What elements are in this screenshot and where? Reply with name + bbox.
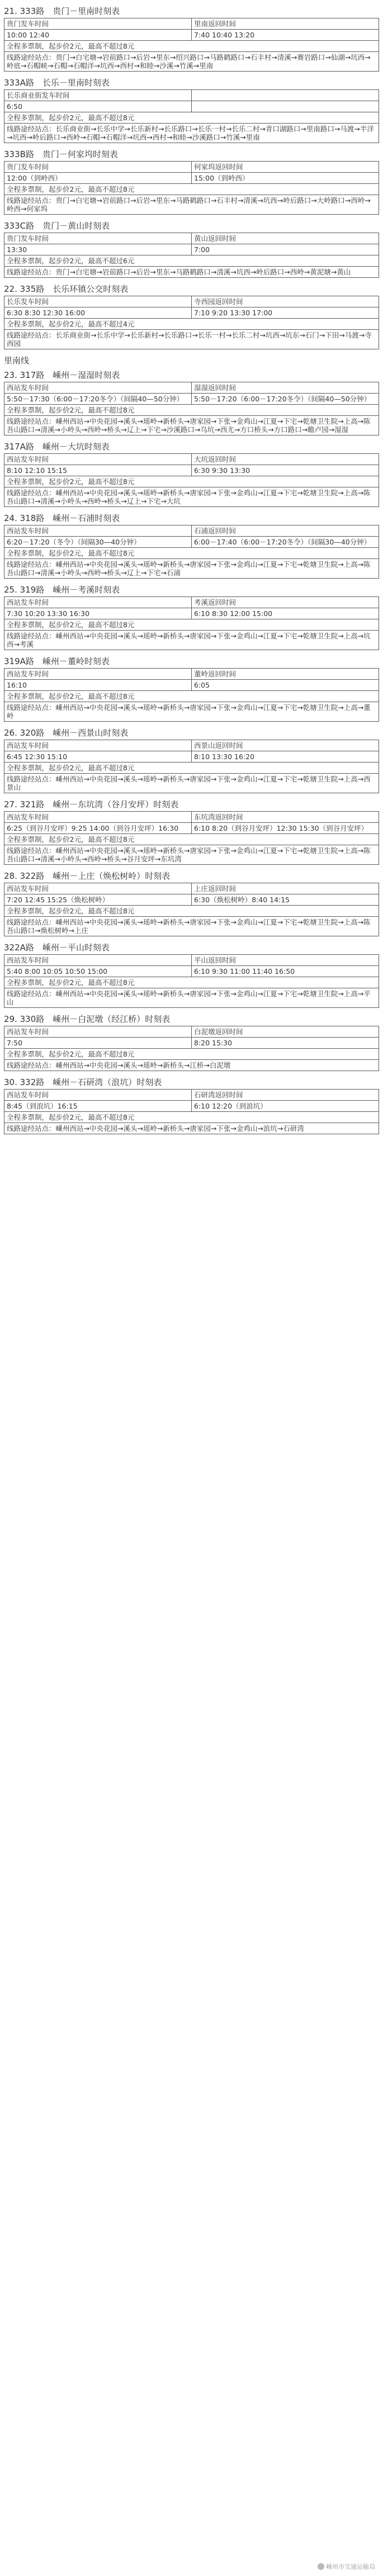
table-row-fare bbox=[4, 184, 379, 195]
route-timetable bbox=[4, 283, 379, 349]
route-timetable bbox=[4, 1077, 379, 1134]
table-row-stops bbox=[4, 195, 379, 215]
return-times: 6:10 9:30 11:00 11:40 16:50 bbox=[192, 966, 379, 977]
table-row-fare bbox=[4, 763, 379, 774]
return-header: 寺西园返回时间 bbox=[192, 296, 379, 307]
route-stops: 线路途经站点：长乐商业街→长乐中学→长乐新村→长乐路口→长乐一村→长乐二村→坑西→坑东→石门→下田→马渡→寺西园 bbox=[4, 330, 379, 349]
table-row-times bbox=[4, 30, 379, 41]
table-row-fare bbox=[4, 977, 379, 988]
table-row-times bbox=[4, 173, 379, 184]
route-stops: 线路途经站点：长乐商业街→长乐中学→长乐新村→长乐路口→长乐一村→长乐二村→青口湖路口→里南路口→马渡→半洋→坑西→岭后路口→西岭→石帽→石帽洋→坑西→西村→和睦→沙溪路口→竹溪→里南 bbox=[4, 124, 379, 143]
table-header-row bbox=[4, 740, 379, 751]
route-timetable bbox=[4, 77, 379, 143]
timetable-table bbox=[4, 1089, 379, 1134]
route-stops: 线路途经站点：嵊州西站→中央花园→溪头→瑶岭→新桥头→江桥→白泥墩 bbox=[4, 1060, 379, 1071]
route-timetable bbox=[4, 1014, 379, 1071]
return-header: 湿湿返回时间 bbox=[192, 382, 379, 394]
table-row-stops bbox=[4, 416, 379, 435]
route-title: 24. 318路 嵊州－石浦时刻表 bbox=[4, 513, 120, 523]
return-header: 东坑湾返回时间 bbox=[192, 812, 379, 823]
table-row-stops bbox=[4, 487, 379, 507]
timetable-table bbox=[4, 883, 379, 936]
route-title: 23. 317路 嵊州－湿湿时刻表 bbox=[4, 370, 120, 380]
route-stops: 线路途经站点：嵊州西站→中央花园→溪头→瑶岭→新桥头→唐家园→下张→金鸡山→江夏→下宅→乾塘卫生院→上高→坑西→考溪 bbox=[4, 631, 379, 650]
depart-header: 西站发车时间 bbox=[4, 669, 192, 680]
route-timetable bbox=[4, 6, 379, 72]
region-label: 里南线 bbox=[4, 356, 30, 366]
return-header: 考溪返回时间 bbox=[192, 597, 379, 608]
depart-times: 16:10 bbox=[4, 680, 192, 691]
route-stops: 线路途经站点：贵门→白宅塘→岩前路口→后岩→里东→马路鹤路口→清溪→坑西→岭后路口→西岭→黄泥塘→黄山 bbox=[4, 267, 379, 278]
table-header-row bbox=[4, 296, 379, 307]
table-row-fare bbox=[4, 834, 379, 845]
depart-times: 8:45（到浪坑）16:15 bbox=[4, 1101, 192, 1112]
table-row-stops bbox=[4, 267, 379, 278]
watermark-text: 嵊州市交通运输局 bbox=[326, 2563, 375, 2570]
depart-header: 西站发车时间 bbox=[4, 382, 192, 394]
return-times: 8:20 15:30 bbox=[192, 1038, 379, 1049]
route-stops: 线路途经站点：嵊州西站→中央花园→溪头→瑶岭→新桥头→唐家园→下张→金鸡山→江夏→下宅→乾塘卫生院→上高→陈吾山路口→焕松树岭→上庄 bbox=[4, 917, 379, 936]
route-stops: 线路途经站点：贵门→白宅塘→岩前路口→后岩→里东→绍兴路口→马路鹤路口→石丰村→清溪→赛岩路口→仙湖→坑西→岭底→石帽峡→石帽→石帽洋→坑西→西村→和睦→沙溪→竹溪→里南 bbox=[4, 52, 379, 72]
route-title: 22. 335路 长乐环镇公交时刻表 bbox=[4, 284, 129, 294]
timetable-table bbox=[4, 525, 379, 579]
table-row-stops bbox=[4, 774, 379, 793]
return-times: 8:10 13:30 16:20 bbox=[192, 751, 379, 763]
table-row-times bbox=[4, 1038, 379, 1049]
table-row-stops bbox=[4, 702, 379, 722]
watermark bbox=[318, 2562, 375, 2571]
table-row-stops bbox=[4, 1060, 379, 1071]
table-header-row bbox=[4, 525, 379, 537]
table-header-row bbox=[4, 233, 379, 244]
timetable-table bbox=[4, 740, 379, 793]
depart-times: 6:50 bbox=[4, 101, 192, 112]
depart-header: 西站发车时间 bbox=[4, 883, 192, 894]
timetable-table bbox=[4, 1026, 379, 1071]
depart-header: 贵门发车时间 bbox=[4, 18, 192, 30]
return-times: 6:30（焕松树岭）8:40 14:15 bbox=[192, 894, 379, 906]
fare-info: 全程多票制，起步价2元，最高不超过8元 bbox=[4, 834, 379, 845]
depart-times: 5:50－17:30（6:00－17:20冬令）（间隔40—50分钟） bbox=[4, 394, 192, 405]
return-times bbox=[192, 101, 379, 112]
table-row-stops bbox=[4, 52, 379, 72]
route-stops: 线路途经站点：贵门→白宅塘→岩前路口→后岩→里东→马路鹤路口→石丰村→清溪→坑西→岭后路口→大岭路口→西岭→岭西→何家坞 bbox=[4, 195, 379, 215]
fare-info: 全程多票制，起步价2元，最高不超过8元 bbox=[4, 691, 379, 702]
depart-times: 6:20－17:20（冬令）（间隔30—40分钟） bbox=[4, 537, 192, 548]
depart-header: 西站发车时间 bbox=[4, 597, 192, 608]
table-row-fare bbox=[4, 255, 379, 267]
route-timetable bbox=[4, 870, 379, 936]
depart-times: 7:30 10:20 13:30 16:30 bbox=[4, 608, 192, 619]
return-header: 黄山返回时间 bbox=[192, 233, 379, 244]
route-title: 28. 322路 嵊州－上庄（焕松树岭）时刻表 bbox=[4, 871, 171, 881]
return-times: 7:00 bbox=[192, 244, 379, 255]
table-row-times bbox=[4, 465, 379, 476]
route-timetable bbox=[4, 656, 379, 722]
timetable-table bbox=[4, 233, 379, 278]
route-title: 333C路 贵门－黄山时刻表 bbox=[4, 221, 110, 231]
fare-info: 全程多票制，起步价2元，最高不超过8元 bbox=[4, 476, 379, 487]
timetable-table bbox=[4, 596, 379, 650]
route-title: 319A路 嵊州－董岭时刻表 bbox=[4, 656, 110, 666]
return-header: 董岭返回时间 bbox=[192, 669, 379, 680]
route-group-changle bbox=[4, 6, 379, 349]
fare-info: 全程多票制，起步价2元，最高不超过8元 bbox=[4, 906, 379, 917]
fare-info: 全程多票制，起步价2元，最高不超过8元 bbox=[4, 112, 379, 124]
table-row-stops bbox=[4, 559, 379, 579]
return-times: 7:10 9:20 13:30 17:00 bbox=[192, 307, 379, 319]
route-title: 30. 332路 嵊州－石研湾（浪坑）时刻表 bbox=[4, 1077, 162, 1087]
table-header-row bbox=[4, 18, 379, 30]
table-row-times bbox=[4, 751, 379, 763]
depart-header: 西站发车时间 bbox=[4, 525, 192, 537]
route-group-shengzhou bbox=[4, 370, 379, 1134]
table-row-fare bbox=[4, 1049, 379, 1060]
depart-header: 西站发车时间 bbox=[4, 454, 192, 465]
table-row-fare bbox=[4, 548, 379, 559]
table-header-row bbox=[4, 669, 379, 680]
route-stops: 线路途经站点：嵊州西站→中央花园→溪头→瑶岭→新桥头→唐家园→下张→金鸡山→浪坑→石研湾 bbox=[4, 1123, 379, 1134]
route-timetable bbox=[4, 441, 379, 507]
table-row-times bbox=[4, 1101, 379, 1112]
route-stops: 线路途经站点：嵊州西站→中央花园→溪头→瑶岭→新桥头→唐家园→下张→金鸡山→江夏→下宅→乾塘卫生院→上高→陈吾山路口→清溪→小岭头→西岭→桥头→谷月安坪→东坑湾 bbox=[4, 845, 379, 865]
table-row-stops bbox=[4, 1123, 379, 1134]
fare-info: 全程多票制，起步价2元，最高不超过8元 bbox=[4, 41, 379, 52]
route-stops: 线路途经站点：嵊州西站→中央花园→溪头→瑶岭→新桥头→唐家园→下张→金鸡山→江夏→下宅→乾塘卫生院→上高→平山 bbox=[4, 988, 379, 1008]
table-row-times bbox=[4, 101, 379, 112]
depart-header: 西站发车时间 bbox=[4, 955, 192, 966]
return-times: 7:40 10:40 13:20 bbox=[192, 30, 379, 41]
route-stops: 线路途经站点：嵊州西站→中央花园→溪头→瑶岭→新桥头→唐家园→下张→金鸡山→江夏→下宅→乾塘卫生院→上高→陈吾山路口→清溪→小岭头→西岭→桥头→辽上→下宅→沙溪路口→乌坑→西尤→方口桥头→方口路口→瞻卢园→湿湿 bbox=[4, 416, 379, 435]
fare-info: 全程多票制，起步价2元，最高不超过6元 bbox=[4, 255, 379, 267]
table-row-times bbox=[4, 307, 379, 319]
table-row-fare bbox=[4, 41, 379, 52]
table-header-row bbox=[4, 812, 379, 823]
depart-header: 西站发车时间 bbox=[4, 740, 192, 751]
return-times: 6:05 bbox=[192, 680, 379, 691]
fare-info: 全程多票制，起步价2元，最高不超过8元 bbox=[4, 619, 379, 631]
fare-info: 全程多票制，起步价2元，最高不超过8元 bbox=[4, 977, 379, 988]
table-row-fare bbox=[4, 319, 379, 330]
depart-times: 10:00 12:40 bbox=[4, 30, 192, 41]
depart-times: 12:00（到岭西） bbox=[4, 173, 192, 184]
table-row-stops bbox=[4, 917, 379, 936]
timetable-table bbox=[4, 18, 379, 72]
route-timetable bbox=[4, 370, 379, 435]
table-header-row bbox=[4, 162, 379, 173]
route-timetable bbox=[4, 220, 379, 278]
table-row-fare bbox=[4, 619, 379, 631]
route-timetable bbox=[4, 584, 379, 650]
table-header-row bbox=[4, 1090, 379, 1101]
depart-times: 6:45 12:30 15:10 bbox=[4, 751, 192, 763]
table-header-row bbox=[4, 597, 379, 608]
table-row-stops bbox=[4, 330, 379, 349]
route-title: 333B路 贵门－何家坞时刻表 bbox=[4, 149, 118, 159]
table-row-times bbox=[4, 680, 379, 691]
timetable-table bbox=[4, 811, 379, 865]
route-timetable bbox=[4, 727, 379, 793]
timetable-table bbox=[4, 382, 379, 435]
return-header: 上庄返回时间 bbox=[192, 883, 379, 894]
depart-header: 长乐商业街发车时间 bbox=[4, 90, 192, 101]
route-title: 322A路 嵊州－平山时刻表 bbox=[4, 943, 110, 953]
table-row-fare bbox=[4, 906, 379, 917]
route-title: 26. 320路 嵊州－西景山时刻表 bbox=[4, 728, 129, 738]
fare-info: 全程多票制，起步价2元，最高不超过8元 bbox=[4, 548, 379, 559]
fare-info: 全程多票制，起步价2元，最高不超过8元 bbox=[4, 405, 379, 416]
table-row-fare bbox=[4, 476, 379, 487]
route-title: 29. 330路 嵊州－白泥墩（经江桥）时刻表 bbox=[4, 1014, 171, 1024]
table-header-row bbox=[4, 883, 379, 894]
route-title: 317A路 嵊州－大坑时刻表 bbox=[4, 442, 110, 452]
route-title: 27. 321路 嵊州－东坑湾（谷月安坪）时刻表 bbox=[4, 799, 179, 809]
return-header: 里南返回时间 bbox=[192, 18, 379, 30]
depart-header: 贵门发车时间 bbox=[4, 162, 192, 173]
return-times: 6:10 8:20（到谷月安坪）12:30 15:30（到谷月安坪） bbox=[192, 823, 379, 834]
table-header-row bbox=[4, 90, 379, 101]
route-stops: 线路途经站点：嵊州西站→中央花园→溪头→瑶岭→新桥头→唐家园→下张→金鸡山→江夏→下宅→乾塘卫生院→上高→陈吾山路口→清溪→小岭头→西岭→桥头→辽上→下宅→石浦 bbox=[4, 559, 379, 579]
depart-times: 7:20 12:45 15:25（焕松树岭） bbox=[4, 894, 192, 906]
depart-times: 6:25（到谷月安坪）9:25 14:00（到谷月安坪）16:30 bbox=[4, 823, 192, 834]
table-row-times bbox=[4, 394, 379, 405]
table-row-fare bbox=[4, 405, 379, 416]
depart-times: 8:10 12:10 15:15 bbox=[4, 465, 192, 476]
return-header: 大坑返回时间 bbox=[192, 454, 379, 465]
return-header: 石浦返回时间 bbox=[192, 525, 379, 537]
table-row-stops bbox=[4, 988, 379, 1008]
return-times: 6:10 12:20（到浪坑） bbox=[192, 1101, 379, 1112]
table-row-times bbox=[4, 966, 379, 977]
timetable-table bbox=[4, 954, 379, 1008]
table-row-fare bbox=[4, 1112, 379, 1123]
table-row-times bbox=[4, 244, 379, 255]
return-header: 平山返回时间 bbox=[192, 955, 379, 966]
table-row-stops bbox=[4, 845, 379, 865]
timetable-table bbox=[4, 89, 379, 143]
timetable-table bbox=[4, 668, 379, 722]
table-header-row bbox=[4, 955, 379, 966]
timetable-table bbox=[4, 161, 379, 215]
depart-header: 西站发车时间 bbox=[4, 1090, 192, 1101]
depart-header: 西站发车时间 bbox=[4, 812, 192, 823]
route-stops: 线路途经站点：嵊州西站→中央花园→溪头→瑶岭→新桥头→唐家园→下张→金鸡山→江夏→下宅→乾塘卫生院→上高→西景山 bbox=[4, 774, 379, 793]
depart-header: 贵门发车时间 bbox=[4, 233, 192, 244]
watermark-logo-icon bbox=[318, 2563, 324, 2570]
route-timetable bbox=[4, 149, 379, 215]
timetable-table bbox=[4, 453, 379, 507]
return-times: 6:00－17:40（6:00－17:20冬令）（间隔30—40分钟） bbox=[192, 537, 379, 548]
fare-info: 全程多票制，起步价2元，最高不超过4元 bbox=[4, 319, 379, 330]
timetable-table bbox=[4, 296, 379, 349]
route-title: 21. 333路 贵门－里南时刻表 bbox=[4, 6, 120, 16]
table-row-times bbox=[4, 608, 379, 619]
table-row-stops bbox=[4, 631, 379, 650]
fare-info: 全程多票制，起步价2元，最高不超过8元 bbox=[4, 763, 379, 774]
return-header: 白泥墩返回时间 bbox=[192, 1026, 379, 1038]
route-title: 333A路 长乐－里南时刻表 bbox=[4, 78, 110, 88]
table-row-times bbox=[4, 537, 379, 548]
route-timetable bbox=[4, 513, 379, 579]
return-header bbox=[192, 90, 379, 101]
return-header: 西景山返回时间 bbox=[192, 740, 379, 751]
fare-info: 全程多票制，起步价2元，最高不超过8元 bbox=[4, 1049, 379, 1060]
depart-times: 5:40 8:00 10:05 10:50 15:00 bbox=[4, 966, 192, 977]
table-header-row bbox=[4, 454, 379, 465]
fare-info: 全程多票制，起步价2元，最高不超过8元 bbox=[4, 184, 379, 195]
route-stops: 线路途经站点：嵊州西站→中央花园→溪头→瑶岭→新桥头→唐家园→下张→金鸡山→江夏→下宅→乾塘卫生院→上高→董岭 bbox=[4, 702, 379, 722]
route-title: 25. 319路 嵊州－考溪时刻表 bbox=[4, 585, 120, 595]
return-times: 15:00（到岭西） bbox=[192, 173, 379, 184]
route-stops: 线路途经站点：嵊州西站→中央花园→溪头→瑶岭→新桥头→唐家园→下张→金鸡山→江夏→下宅→乾塘卫生院→上高→陈吾山路口→清溪→小岭头→西岭→桥头→辽上→下宅→大坑 bbox=[4, 487, 379, 507]
return-header: 何家坞返回时间 bbox=[192, 162, 379, 173]
table-header-row bbox=[4, 1026, 379, 1038]
table-row-times bbox=[4, 823, 379, 834]
table-row-fare bbox=[4, 691, 379, 702]
table-row-times bbox=[4, 894, 379, 906]
table-header-row bbox=[4, 382, 379, 394]
table-row-fare bbox=[4, 112, 379, 124]
return-times: 6:10 8:30 12:00 15:00 bbox=[192, 608, 379, 619]
route-timetable bbox=[4, 799, 379, 865]
fare-info: 全程多票制，起步价2元，最高不超过8元 bbox=[4, 1112, 379, 1123]
return-times: 5:50－17:20（6:00－17:20冬令）（间隔40—50分钟） bbox=[192, 394, 379, 405]
route-timetable bbox=[4, 942, 379, 1008]
depart-header: 西站发车时间 bbox=[4, 1026, 192, 1038]
table-row-stops bbox=[4, 124, 379, 143]
depart-times: 6:30 8:30 12:30 16:00 bbox=[4, 307, 192, 319]
depart-times: 7:50 bbox=[4, 1038, 192, 1049]
depart-times: 13:30 bbox=[4, 244, 192, 255]
return-times: 6:30 9:30 13:30 bbox=[192, 465, 379, 476]
depart-header: 长乐发车时间 bbox=[4, 296, 192, 307]
return-header: 石研湾返回时间 bbox=[192, 1090, 379, 1101]
